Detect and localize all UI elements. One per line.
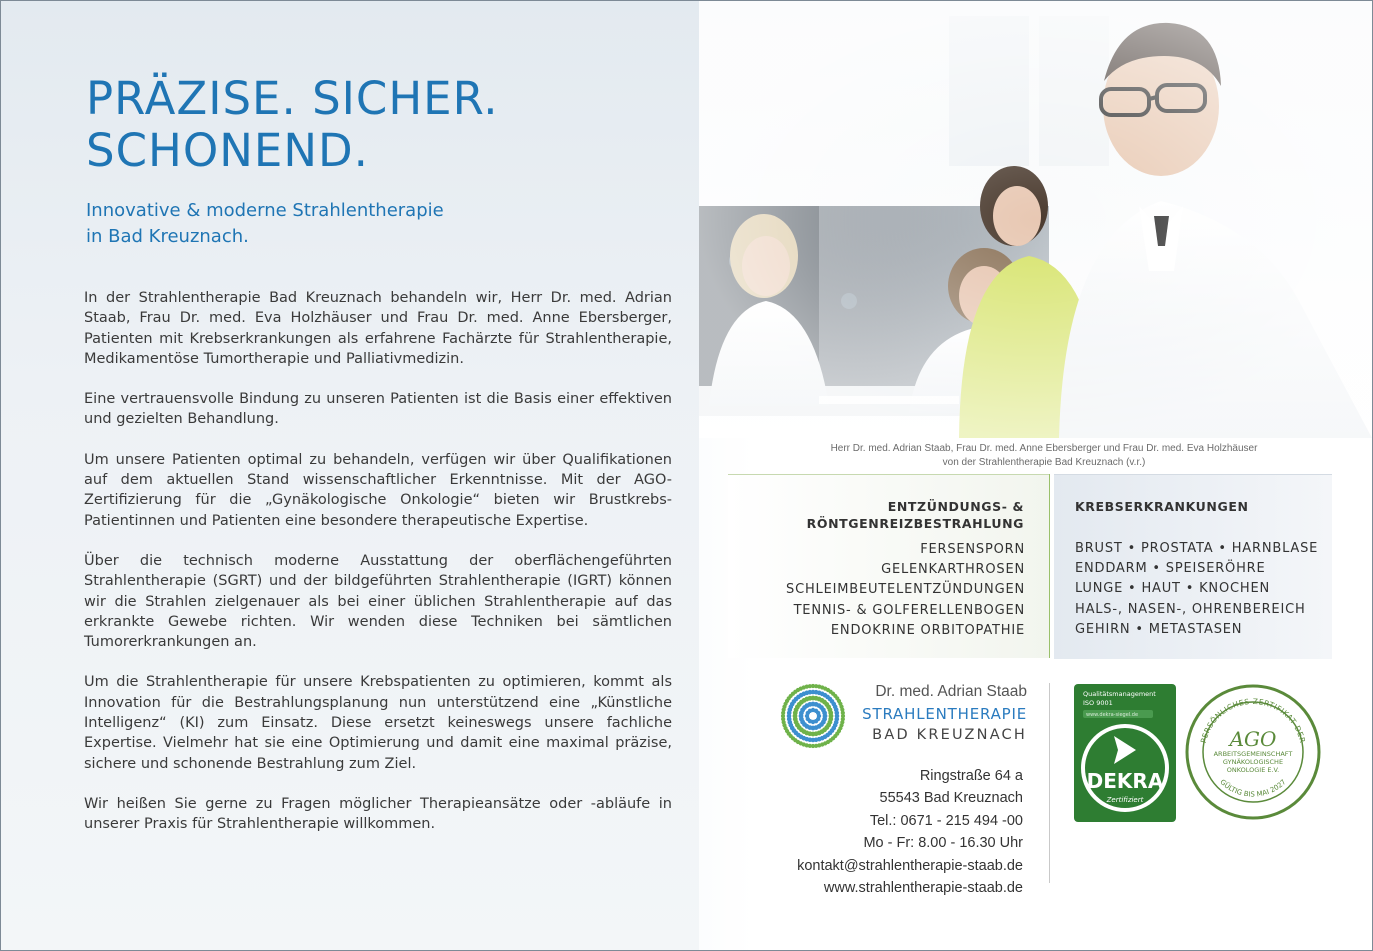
dekra-label-iso: ISO 9001 <box>1083 699 1113 707</box>
subheadline <box>86 198 646 250</box>
list-item: LUNGE • HAUT • KNOCHEN <box>1075 581 1270 597</box>
body-paragraph: Wir heißen Sie gerne zu Fragen möglicher Therapieansätze oder -abläufe in unserer Praxis für Strahlentherapie willkommen. <box>84 795 672 833</box>
dekra-certificate-seal <box>1074 684 1176 822</box>
ago-logo-text: AGO <box>1229 727 1277 751</box>
logo-dot <box>816 711 820 715</box>
body-text <box>84 288 672 855</box>
body-paragraph: Über die technisch moderne Ausstattung der oberflächengeführten Strahlentherapie (SGRT) und der bildgeführten Strahlentherapie (IGRT) können wir die Strahlen zielgenauer als bei einer üblichen Strahlentherapie auf das erkrankte Gewebe richten. Wir wenden diese Techniken bei sämtlichen Tumorerkrankungen an. <box>84 552 672 651</box>
dekra-label-bottom: Zertifiziert <box>1106 796 1144 804</box>
email-link[interactable]: kontakt@strahlentherapie-staab.de <box>797 857 1023 874</box>
list-item: HALS-, NASEN-, OHRENBEREICH <box>1075 601 1306 617</box>
cancer-list <box>1075 539 1335 640</box>
subheadline-line-1: Innovative & moderne Strahlentherapie <box>86 200 444 221</box>
inflammation-box-top-line <box>728 474 1049 475</box>
list-item: BRUST • PROSTATA • HARNBLASE <box>1075 541 1319 556</box>
ago-certificate-seal <box>1185 684 1321 820</box>
inflammation-list <box>741 540 1025 641</box>
contact-block <box>741 765 1023 899</box>
dekra-brand: DEKRA <box>1086 769 1164 793</box>
body-paragraph: Eine vertrauensvolle Bindung zu unseren Patienten ist die Basis einer effektiven und gezielten Behandlung. <box>84 391 672 428</box>
dotted-circle-logo-icon <box>777 680 849 752</box>
headline <box>86 73 646 177</box>
body-paragraph: In der Strahlentherapie Bad Kreuznach behandeln wir, Herr Dr. med. Adrian Staab, Frau Dr. med. Eva Holzhäuser und Frau Dr. med. Anne Ebersberger, Patienten mit Krebserkrankungen als erfahrene Fachärzte für Strahlentherapie, Medikamentöse Tumortherapie und Palliativmedizin. <box>84 290 672 367</box>
team-photo-illustration <box>699 1 1372 438</box>
subheadline-line-2: in Bad Kreuznach. <box>86 226 249 247</box>
opening-hours: Mo - Fr: 8.00 - 16.30 Uhr <box>863 835 1023 852</box>
dekra-url: www.dekra-siegel.de <box>1086 712 1139 718</box>
logo-dot <box>822 710 827 715</box>
ago-line-3: ONKOLOGIE E.V. <box>1226 766 1280 774</box>
headline-line-2: SCHONEND. <box>86 124 369 177</box>
logo-city: BAD KREUZNACH <box>872 727 1027 743</box>
ago-ring-top-text: PERSÖNLICHES ZERTIFIKAT DER <box>1198 696 1308 745</box>
divider <box>1049 683 1050 883</box>
inflammation-box-title <box>761 498 1024 532</box>
caption-line-1: Herr Dr. med. Adrian Staab, Frau Dr. med. Anne Ebersberger und Frau Dr. med. Eva Holzhäuser <box>830 443 1258 454</box>
cancer-box-title: KREBSERKRANKUNGEN <box>1075 499 1249 514</box>
list-item: ENDDARM • SPEISERÖHRE <box>1075 561 1266 577</box>
address-city: 55543 Bad Kreuznach <box>879 790 1023 807</box>
body-paragraph: Um unsere Patienten optimal zu behandeln, verfügen wir über Qualifikationen auf dem aktuellen Stand wissenschaftlicher Erkenntnisse. Mit der AGO-Zertifizierung für die „Gynäkologische Onkologie“ bieten wir Brustkrebs-Patientinnen und Patienten eine besondere therapeutische Expertise. <box>84 451 672 529</box>
ago-line-2: GYNÄKOLOGISCHE <box>1222 758 1284 766</box>
logo-practice-title: STRAHLENTHERAPIE <box>862 705 1027 723</box>
logo-dot <box>834 711 839 716</box>
list-item: TENNIS- & GOLFERELLENBOGEN <box>793 602 1025 618</box>
ago-ring-bottom-text: GÜLTIG BIS MAI 2027 <box>1218 778 1288 799</box>
website-link[interactable]: www.strahlentherapie-staab.de <box>823 880 1023 897</box>
caption-line-2: von der Strahlentherapie Bad Kreuznach (v.r.) <box>942 457 1146 468</box>
logo-doctor-name: Dr. med. Adrian Staab <box>875 683 1027 700</box>
logo-dot <box>841 711 845 715</box>
list-item: SCHLEIMBEUTELENTZÜNDUNGEN <box>786 582 1025 598</box>
ago-line-1: ARBEITSGEMEINSCHAFT <box>1213 750 1293 758</box>
inflammation-title-line-1: ENTZÜNDUNGS- & <box>887 499 1024 514</box>
inflammation-title-line-2: RÖNTGENREIZBESTRAHLUNG <box>806 516 1024 531</box>
photo-caption <box>741 442 1347 470</box>
address-street: Ringstraße 64 a <box>919 768 1023 784</box>
logo-dot <box>828 710 833 715</box>
dekra-label-top: Qualitätsmanagement <box>1083 690 1156 698</box>
body-paragraph: Um die Strahlentherapie für unsere Krebspatienten zu optimieren, kommt als Innovation für die Bestrahlungsplanung nun unterstützend eine „Künstliche Intelligenz“ (KI) zum Einsatz. Diese ersetzt keineswegs unsere fachliche Expertise. Vielmehr hat sie eine Optimierung und damit eine maximal präzise, sichere und schonende Bestrahlung zum Ziel. <box>84 674 672 772</box>
team-photo <box>699 1 1372 438</box>
list-item: GELENKARTHROSEN <box>881 562 1025 578</box>
headline-line-1: PRÄZISE. SICHER. <box>86 72 499 125</box>
list-item: FERSENSPORN <box>920 542 1025 557</box>
phone-number[interactable]: Tel.: 0671 - 215 494 -00 <box>869 812 1023 829</box>
list-item: GEHIRN • METASTASEN <box>1075 621 1243 637</box>
list-item: ENDOKRINE ORBITOPATHIE <box>830 622 1025 638</box>
